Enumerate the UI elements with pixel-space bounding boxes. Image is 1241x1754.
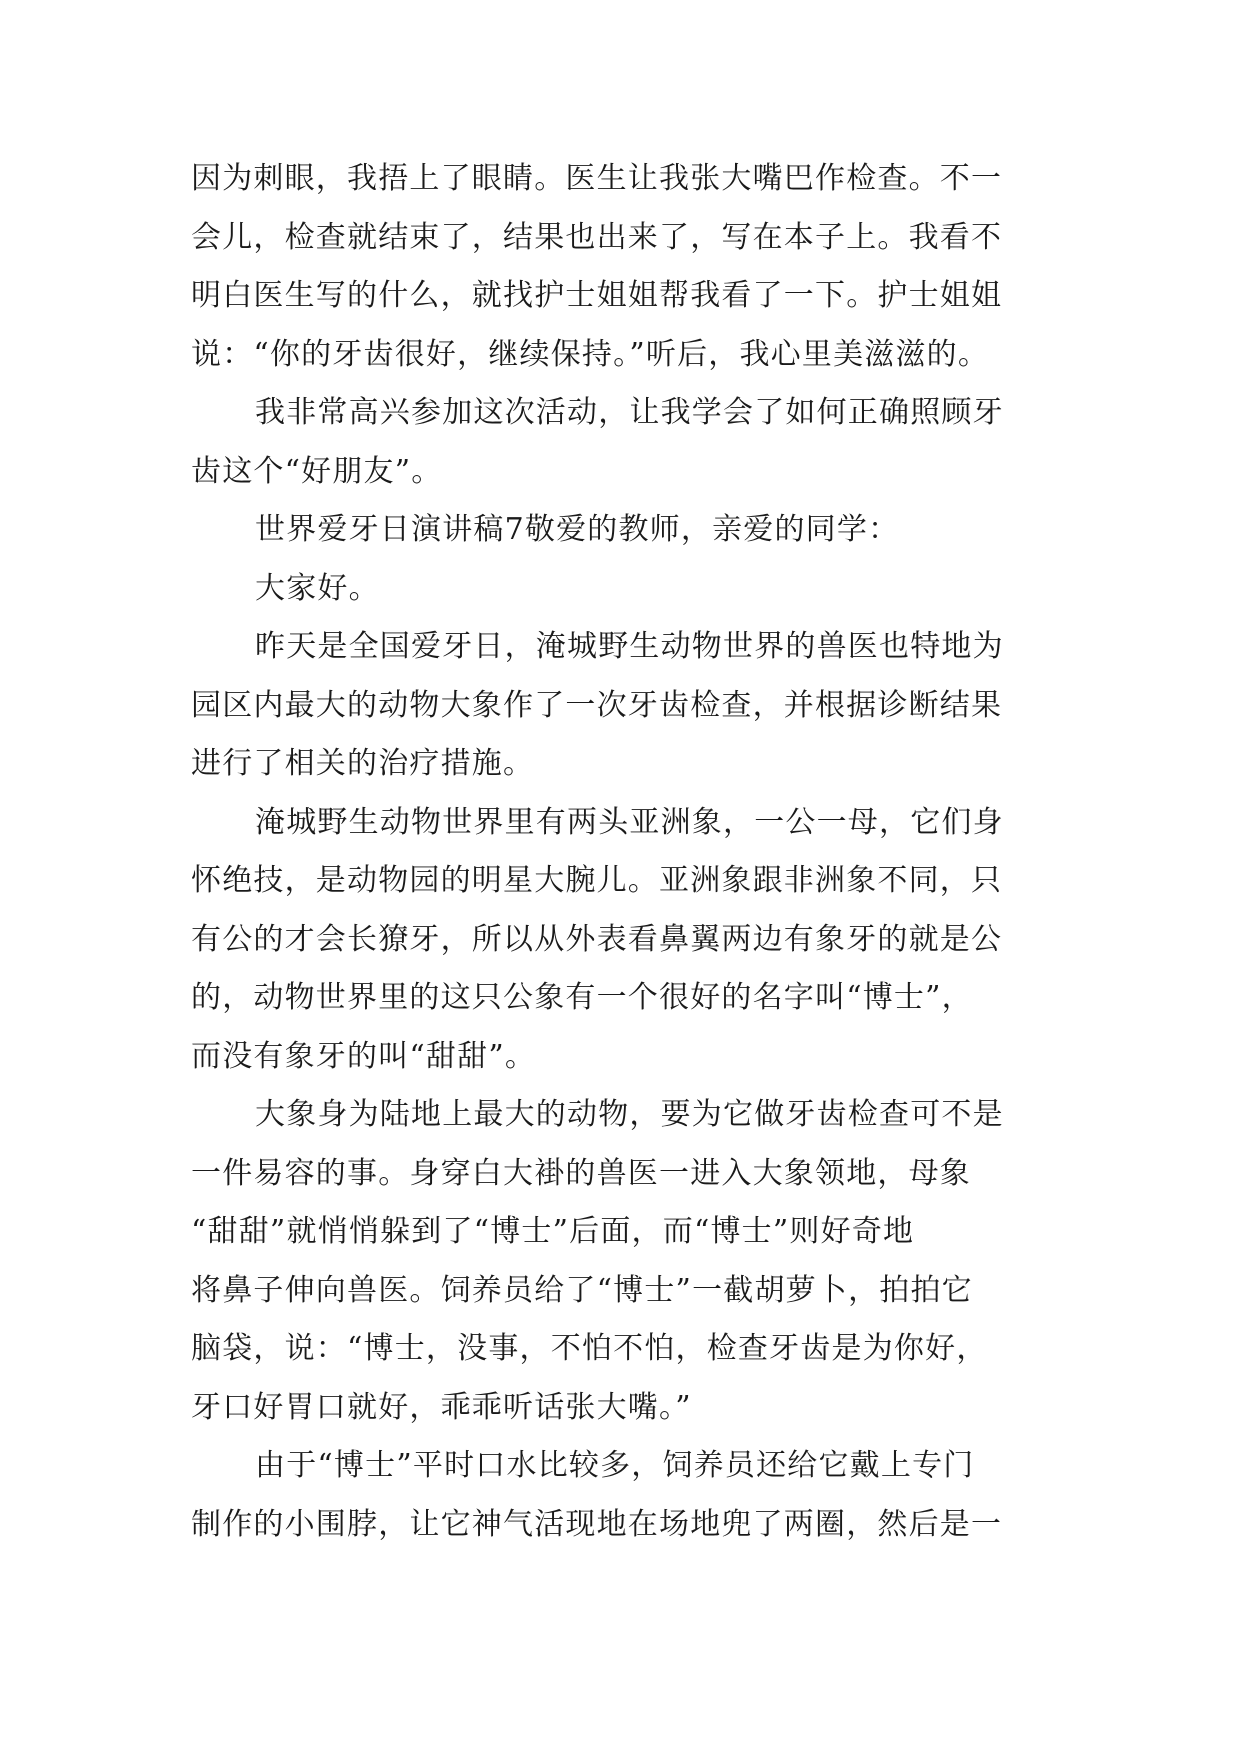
text-line: 的，动物世界里的这只公象有一个很好的名字叫“博士”， <box>191 980 973 1015</box>
paragraph-first-line: 我非常高兴参加这次活动，让我学会了如何正确照顾牙 <box>255 395 1004 430</box>
text-line: 脑袋，说：“博士，没事，不怕不怕，检查牙齿是为你好， <box>191 1331 988 1366</box>
paragraph-first-line: 昨天是全国爱牙日，淹城野生动物世界的兽医也特地为 <box>255 629 1004 664</box>
text-line: 明白医生写的什么，就找护士姐姐帮我看了一下。护士姐姐 <box>191 278 1003 313</box>
document-body <box>191 150 1061 1554</box>
text-line: 齿这个“好朋友”。 <box>191 453 443 489</box>
text-line: 说：“你的牙齿很好，继续保持。”听后，我心里美滋滋的。 <box>191 336 990 372</box>
text-line: 因为刺眼，我捂上了眼睛。医生让我张大嘴巴作检查。不一 <box>191 161 1003 196</box>
text-line: 而没有象牙的叫“甜甜”。 <box>191 1038 537 1074</box>
text-line: 有公的才会长獠牙，所以从外表看鼻翼两边有象牙的就是公 <box>191 921 1003 957</box>
text-line: 牙口好胃口就好，乖乖听话张大嘴。” <box>191 1389 692 1425</box>
text-line: 一件易容的事。身穿白大褂的兽医一进入大象领地，母象 <box>191 1155 971 1191</box>
text-line: 将鼻子伸向兽医。饲养员给了“博士”一截胡萝卜，拍拍它 <box>191 1272 973 1308</box>
text-line: “甜甜”就悄悄躲到了“博士”后面，而“博士”则好奇地 <box>191 1214 915 1249</box>
greeting-line: 大家好。 <box>255 570 380 606</box>
speech-title-line: 世界爱牙日演讲稿7敬爱的教师，亲爱的同学： <box>255 512 900 547</box>
paragraph-first-line: 大象身为陆地上最大的动物，要为它做牙齿检查可不是 <box>255 1097 1004 1132</box>
text-line: 进行了相关的治疗措施。 <box>191 746 535 781</box>
text-line: 会儿，检查就结束了，结果也出来了，写在本子上。我看不 <box>191 219 1003 255</box>
text-line: 制作的小围脖，让它神气活现地在场地兜了两圈，然后是一 <box>191 1506 1003 1542</box>
text-line: 怀绝技，是动物园的明星大腕儿。亚洲象跟非洲象不同，只 <box>191 863 1003 898</box>
paragraph-first-line: 由于“博士”平时口水比较多，饲养员还给它戴上专门 <box>255 1448 975 1483</box>
text-line: 园区内最大的动物大象作了一次牙齿检查，并根据诊断结果 <box>191 687 1003 723</box>
paragraph-first-line: 淹城野生动物世界里有两头亚洲象，一公一母，它们身 <box>255 804 1004 840</box>
